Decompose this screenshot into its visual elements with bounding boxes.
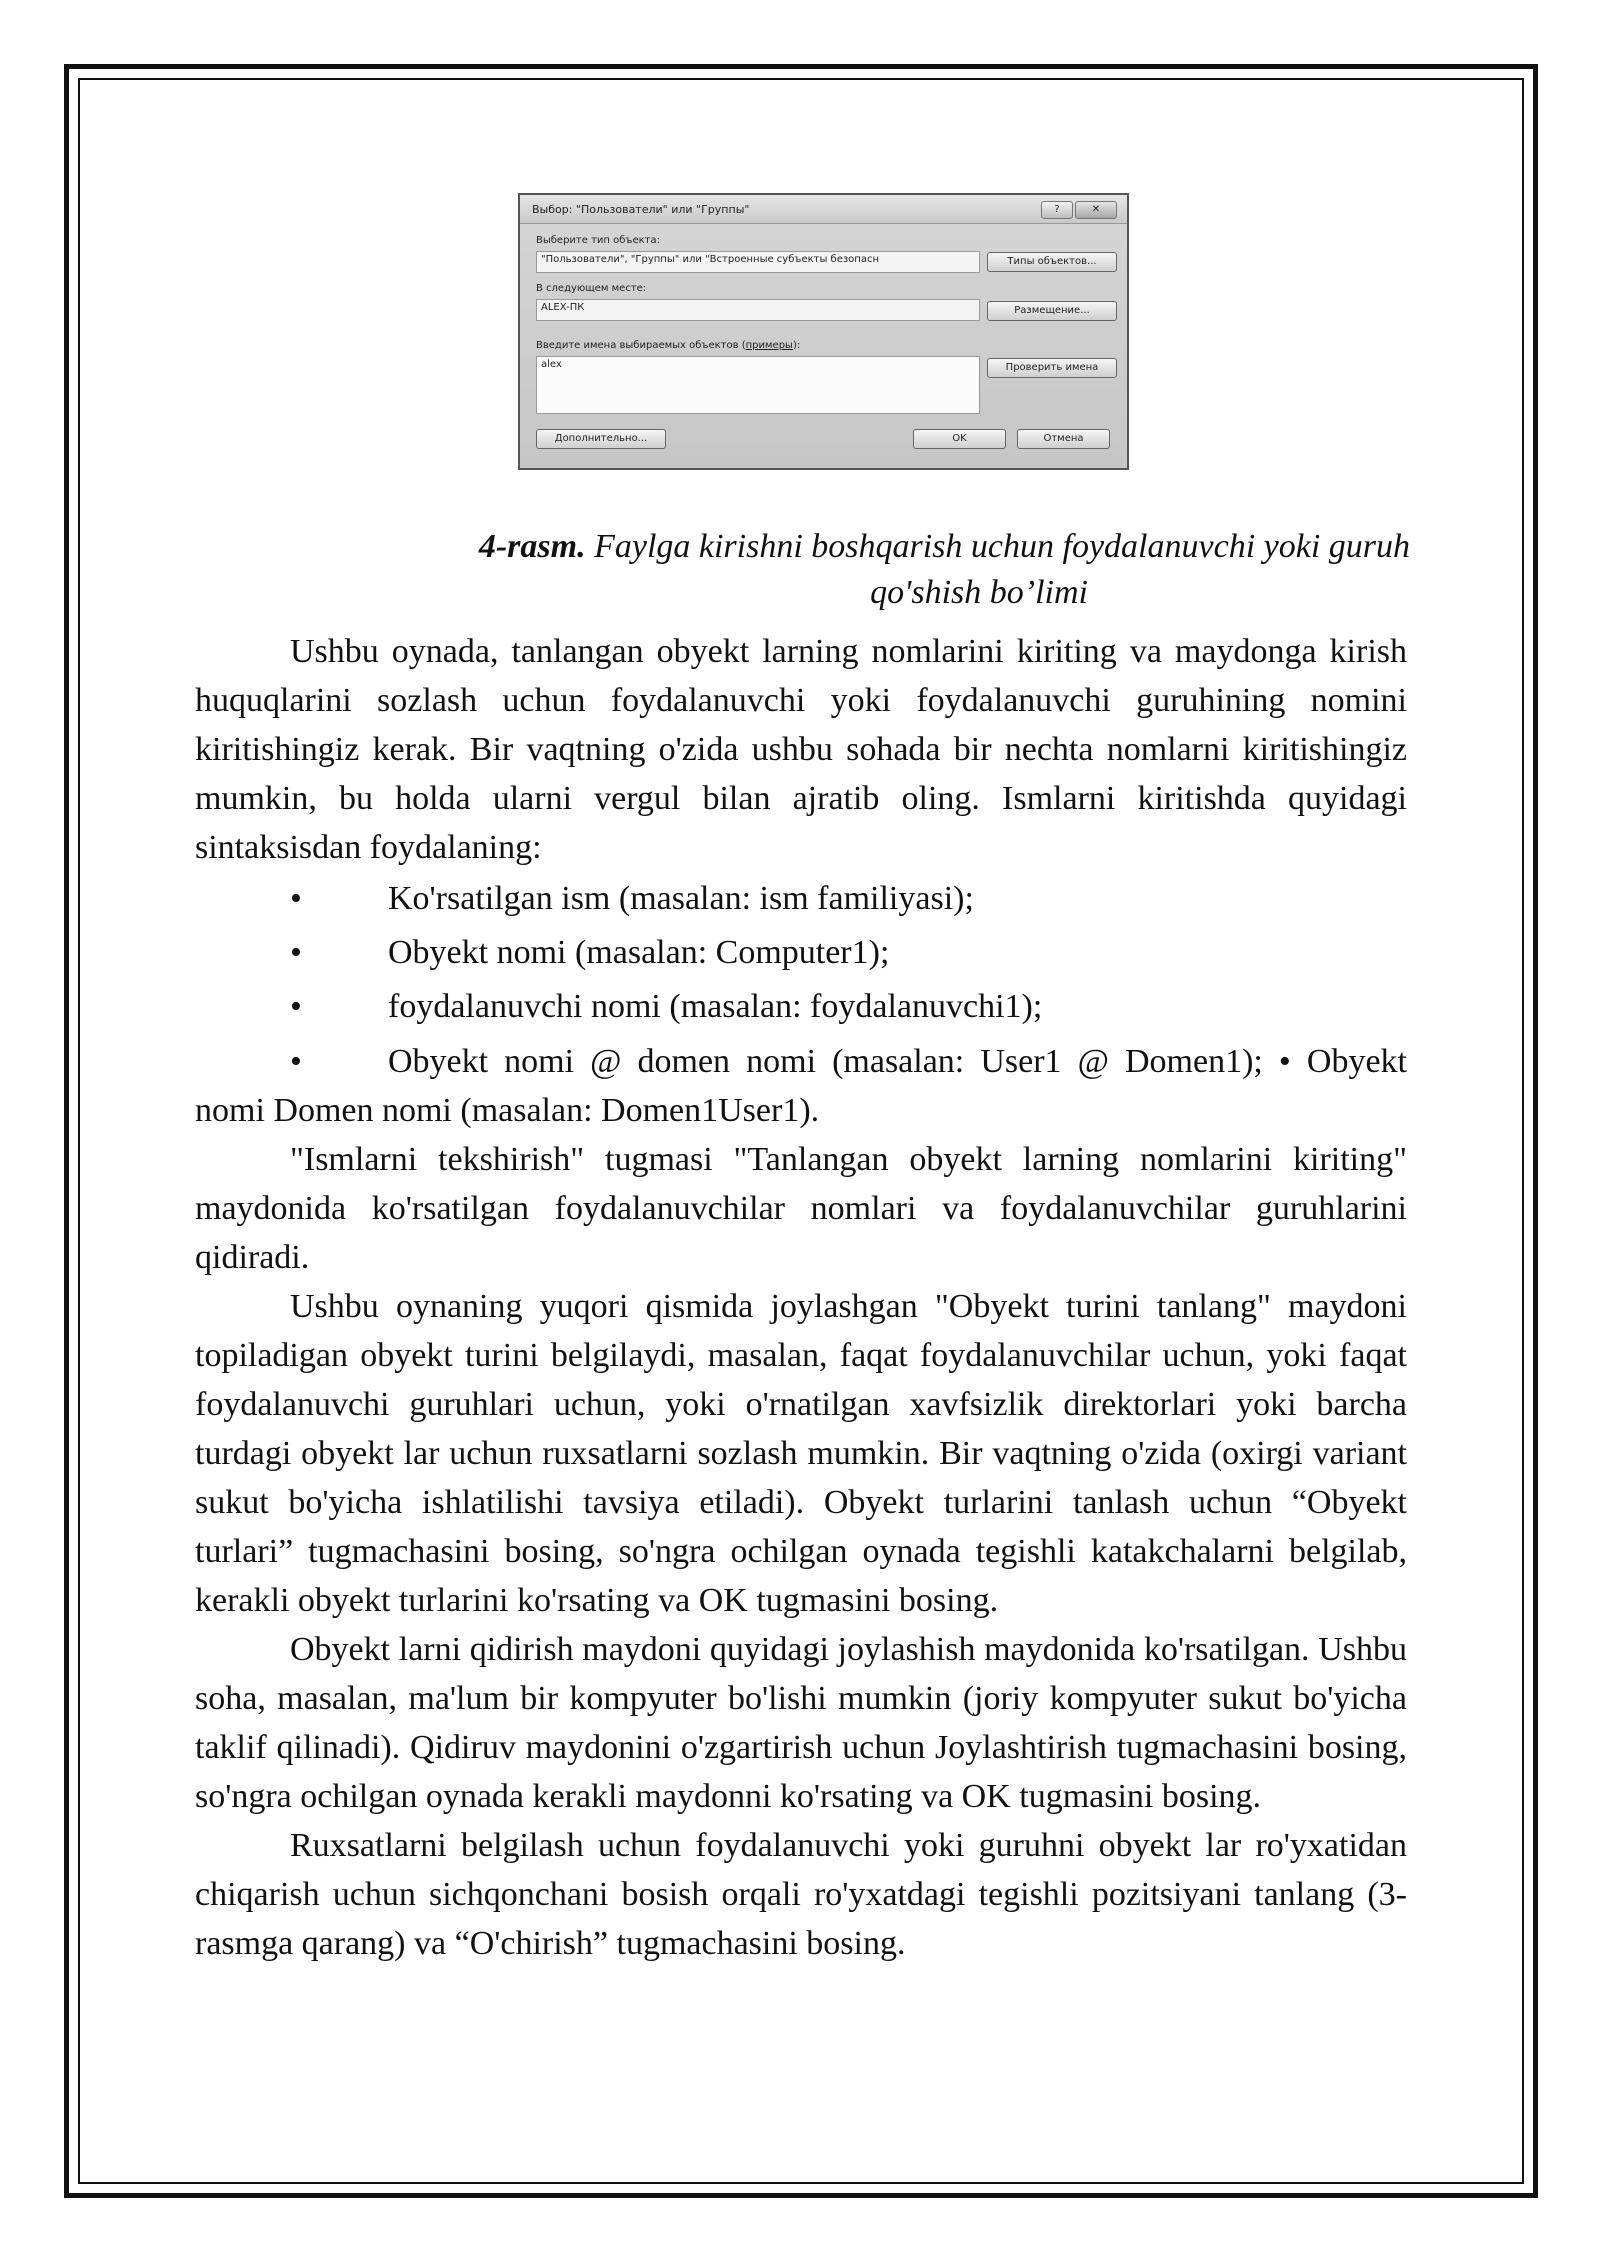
list-item: • Obyekt nomi (masalan: Computer1);: [195, 926, 1407, 980]
object-names-input[interactable]: alex: [536, 356, 980, 414]
bullet-symbol: •: [290, 880, 302, 917]
list-item: • foydalanuvchi nomi (masalan: foydalanuvchi1);: [195, 980, 1407, 1034]
object-type-field: "Пользователи", "Группы" или "Встроенные субъекты безопасн: [536, 251, 980, 273]
bullet-symbol: •: [290, 988, 302, 1025]
paragraph-1: Ushbu oynada, tanlangan obyekt larning nomlarini kiriting va maydonga kirish huquqlarini sozlash uchun foydalanuvchi yoki foydalanuvchi guruhining nomini kiritishingiz kerak. Bir vaqtning o'zida ushbu sohada bir nechta nomlarni kiritishingiz mumkin, bu holda ularni vergul bilan ajratib oling. Ismlarni kiritishda quyidagi sintaksisdan foydalaning:: [195, 633, 1407, 866]
help-button[interactable]: ?: [1041, 201, 1073, 219]
location-button[interactable]: Размещение...: [987, 301, 1117, 321]
dialog-title: Выбор: "Пользователи" или "Группы": [532, 203, 750, 216]
figure-caption-line2: qo'shish bo’limi: [870, 574, 1088, 611]
cancel-button[interactable]: Отмена: [1017, 429, 1110, 449]
dialog-titlebar: [520, 195, 1127, 224]
list-item: • Ko'rsatilgan ism (masalan: ism familiyasi);: [195, 872, 1407, 926]
advanced-button[interactable]: Дополнительно...: [536, 429, 666, 449]
body-text: [195, 627, 1407, 1968]
object-type-label: Выберите тип объекта:: [536, 235, 660, 246]
paragraph-4: Obyekt larni qidirish maydoni quyidagi joylashish maydonida ko'rsatilgan. Ushbu soha, masalan, ma'lum bir kompyuter bo'lishi mumkin (joriy kompyuter sukut bo'yicha taklif qilinadi). Qidiruv maydonini o'zgartirish uchun Joylashtirish tugmachasini bosing, so'ngra ochilgan oynada kerakli maydonni ko'rsating va OK tugmasini bosing.: [195, 1631, 1407, 1815]
list-item: • Obyekt nomi @ domen nomi (masalan: User1 @ Domen1); • Obyekt nomi Domen nomi (masalan: Domen1User1).: [195, 1037, 1407, 1135]
object-types-button[interactable]: Типы объектов...: [987, 252, 1117, 272]
check-names-button[interactable]: Проверить имена: [987, 358, 1117, 378]
select-users-dialog-figure: [518, 193, 1129, 470]
figure-caption-text: Faylga kirishni boshqarish uchun foydalanuvchi yoki guruh: [594, 528, 1410, 565]
figure-number: 4-rasm.: [478, 528, 586, 565]
location-field: ALEX-ПК: [536, 299, 980, 321]
figure-caption: [200, 524, 1410, 570]
ok-button[interactable]: OK: [913, 429, 1006, 449]
bullet-symbol: •: [290, 934, 302, 971]
location-label: В следующем месте:: [536, 283, 647, 294]
paragraph-2: "Ismlarni tekshirish" tugmasi "Tanlangan obyekt larning nomlarini kiriting" maydonida ko'rsatilgan foydalanuvchilar nomlari va foydalanuvchilar guruhlarini qidiradi.: [195, 1141, 1407, 1276]
paragraph-3: Ushbu oynaning yuqori qismida joylashgan "Obyekt turini tanlang" maydoni topiladigan obyekt turini belgilaydi, masalan, faqat foydalanuvchilar uchun, yoki faqat foydalanuvchi guruhlari uchun, yoki o'rnatilgan xavfsizlik direktorlari yoki barcha turdagi obyekt lar uchun ruxsatlarni sozlash mumkin. Bir vaqtning o'zida (oxirgi variant sukut bo'yicha ishlatilishi tavsiya etiladi). Obyekt turlarini tanlash uchun “Obyekt turlari” tugmachasini bosing, so'ngra ochilgan oynada tegishli katakchalarni belgilab, kerakli obyekt turlarini ko'rsating va OK tugmasini bosing.: [195, 1288, 1407, 1619]
paragraph-5: Ruxsatlarni belgilash uchun foydalanuvchi yoki guruhni obyekt lar ro'yxatidan chiqarish uchun sichqonchani bosish orqali ro'yxatdagi tegishli pozitsiyani tanlang (3-rasmga qarang) va “O'chirish” tugmachasini bosing.: [195, 1827, 1407, 1962]
names-label: Введите имена выбираемых объектов (примеры):: [536, 340, 801, 351]
bullet-symbol: •: [290, 1043, 302, 1080]
close-button[interactable]: ✕: [1075, 201, 1117, 219]
examples-link[interactable]: примеры: [745, 340, 793, 351]
